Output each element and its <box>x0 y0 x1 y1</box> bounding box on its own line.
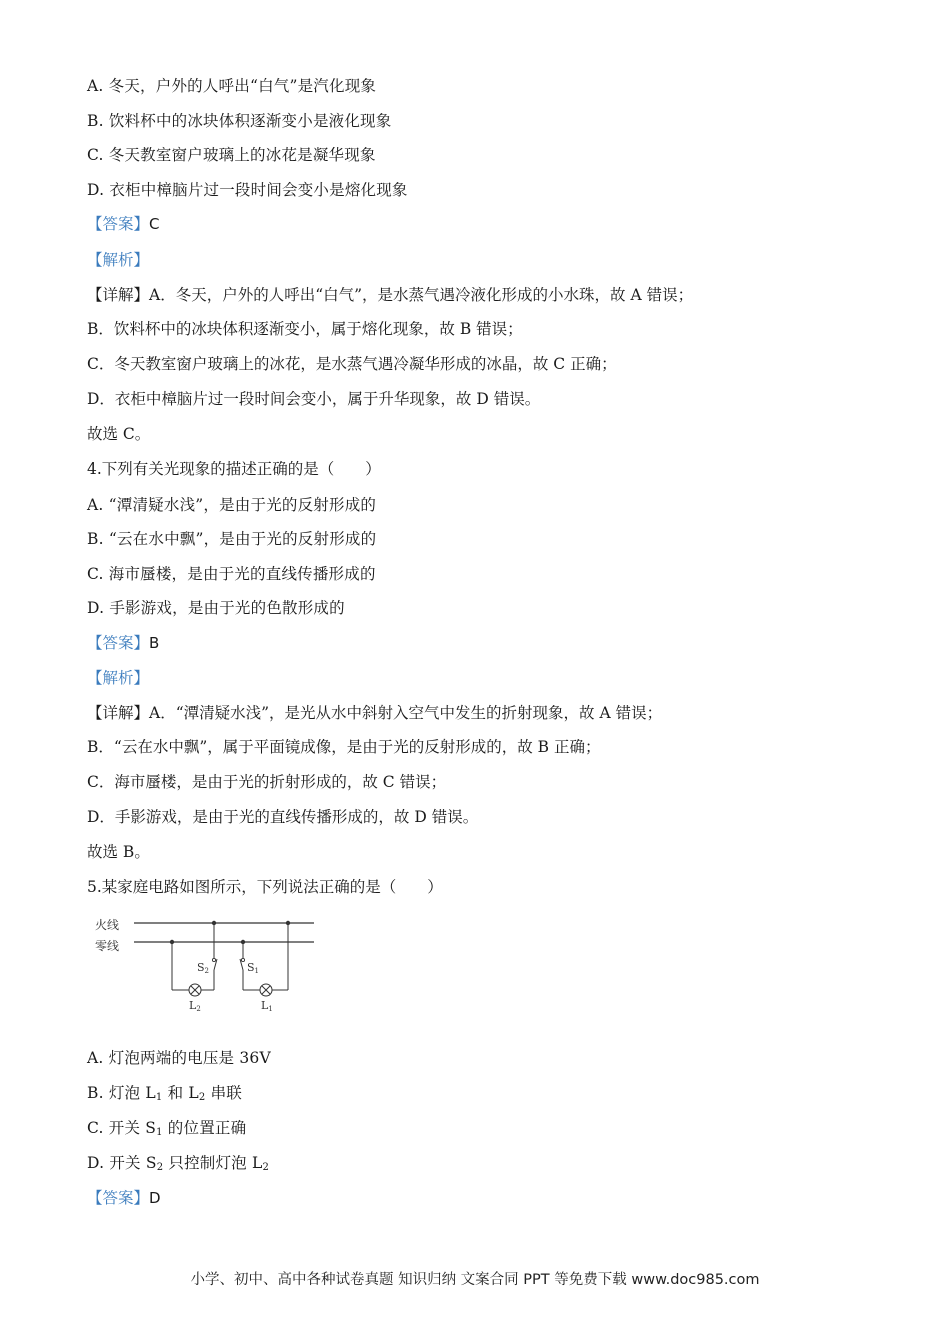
q4-conclusion: 故选 B。 <box>87 843 150 861</box>
q5-option-c: C. 开关 $S_1$ 的位置正确 <box>87 1119 247 1138</box>
q4-detail-a <box>87 703 662 723</box>
q3-answer <box>87 214 160 234</box>
q5-question: 5.某家庭电路如图所示，下列说法正确的是（ ） <box>87 878 443 896</box>
q4-option-b: B. “云在水中飘”，是由于光的反射形成的 <box>87 530 377 548</box>
q3-option-b: B. 饮料杯中的冰块体积逐渐变小是液化现象 <box>87 112 392 130</box>
q3-detail-d: D．衣柜中樟脑片过一段时间会变小，属于升华现象，故 D 错误。 <box>87 390 541 408</box>
answer-label: 【答案】 <box>87 215 150 233</box>
q3-analysis-label <box>87 250 149 270</box>
l2-label: L2 <box>189 999 201 1013</box>
s1-label: S1 <box>247 961 260 975</box>
q4-detail-c: C．海市蜃楼，是由于光的折射形成的，故 C 错误； <box>87 773 447 791</box>
q4-detail-d: D．手影游戏，是由于光的直线传播形成的，故 D 错误。 <box>87 808 479 826</box>
answer-label: 【答案】 <box>87 1189 150 1207</box>
q3-detail-c: C．冬天教室窗户玻璃上的冰花，是水蒸气遇冷凝华形成的冰晶，故 C 正确； <box>87 355 617 373</box>
answer-value: D <box>149 1189 161 1207</box>
page-footer: 小学、初中、高中各种试卷真题 知识归纳 文案合同 PPT 等免费下载 www.doc985.com <box>190 1272 760 1288</box>
q4-option-c: C. 海市蜃楼，是由于光的直线传播形成的 <box>87 565 376 583</box>
detail-label: 【详解】 <box>87 704 150 722</box>
detail-label: 【详解】 <box>87 286 150 304</box>
detail-text: A．“潭清疑水浅”，是光从水中斜射入空气中发生的折射现象，故 A 错误； <box>149 704 663 722</box>
s2-label: S2 <box>197 961 210 975</box>
q3-detail-b: B．饮料杯中的冰块体积逐渐变小，属于熔化现象，故 B 错误； <box>87 320 523 338</box>
junction-dot <box>212 921 216 925</box>
q3-conclusion: 故选 C。 <box>87 425 151 443</box>
q3-detail-a <box>87 285 693 305</box>
q3-option-c: C. 冬天教室窗户玻璃上的冰花是凝华现象 <box>87 146 376 164</box>
circuit-diagram <box>88 910 328 1020</box>
analysis-label: 【解析】 <box>87 669 150 687</box>
q3-option-a: A. 冬天，户外的人呼出“白气”是汽化现象 <box>87 77 377 95</box>
q4-answer <box>87 633 159 653</box>
q5-option-d: D. 开关 $S_2$ 只控制灯泡 $L_2$ <box>87 1154 270 1173</box>
answer-value: C <box>149 215 160 233</box>
live-wire-label: 火线 <box>95 918 120 932</box>
junction-dot <box>286 921 290 925</box>
answer-value: B <box>149 634 160 652</box>
q4-detail-b: B．“云在水中飘”，属于平面镜成像，是由于光的反射形成的，故 B 正确； <box>87 738 601 756</box>
q3-option-d: D. 衣柜中樟脑片过一段时间会变小是熔化现象 <box>87 181 408 199</box>
q4-option-a: A. “潭清疑水浅”，是由于光的反射形成的 <box>87 496 377 514</box>
q4-analysis-label <box>87 668 149 688</box>
q4-option-d: D. 手影游戏，是由于光的色散形成的 <box>87 599 345 617</box>
q5-answer <box>87 1188 161 1208</box>
l1-label: L1 <box>261 999 273 1013</box>
switch-s2-icon <box>212 958 215 961</box>
q5-option-b: B. 灯泡 $L_1$ 和 $L_2$ 串联 <box>87 1084 242 1103</box>
neutral-wire-label: 零线 <box>95 939 120 953</box>
switch-s1-icon <box>241 958 244 961</box>
detail-text: A．冬天，户外的人呼出“白气”，是水蒸气遇冷液化形成的小水珠，故 A 错误； <box>149 286 694 304</box>
q5-option-a: A. 灯泡两端的电压是 36V <box>87 1049 271 1067</box>
answer-label: 【答案】 <box>87 634 150 652</box>
analysis-label: 【解析】 <box>87 251 150 269</box>
q4-question: 4.下列有关光现象的描述正确的是（ ） <box>87 460 381 478</box>
